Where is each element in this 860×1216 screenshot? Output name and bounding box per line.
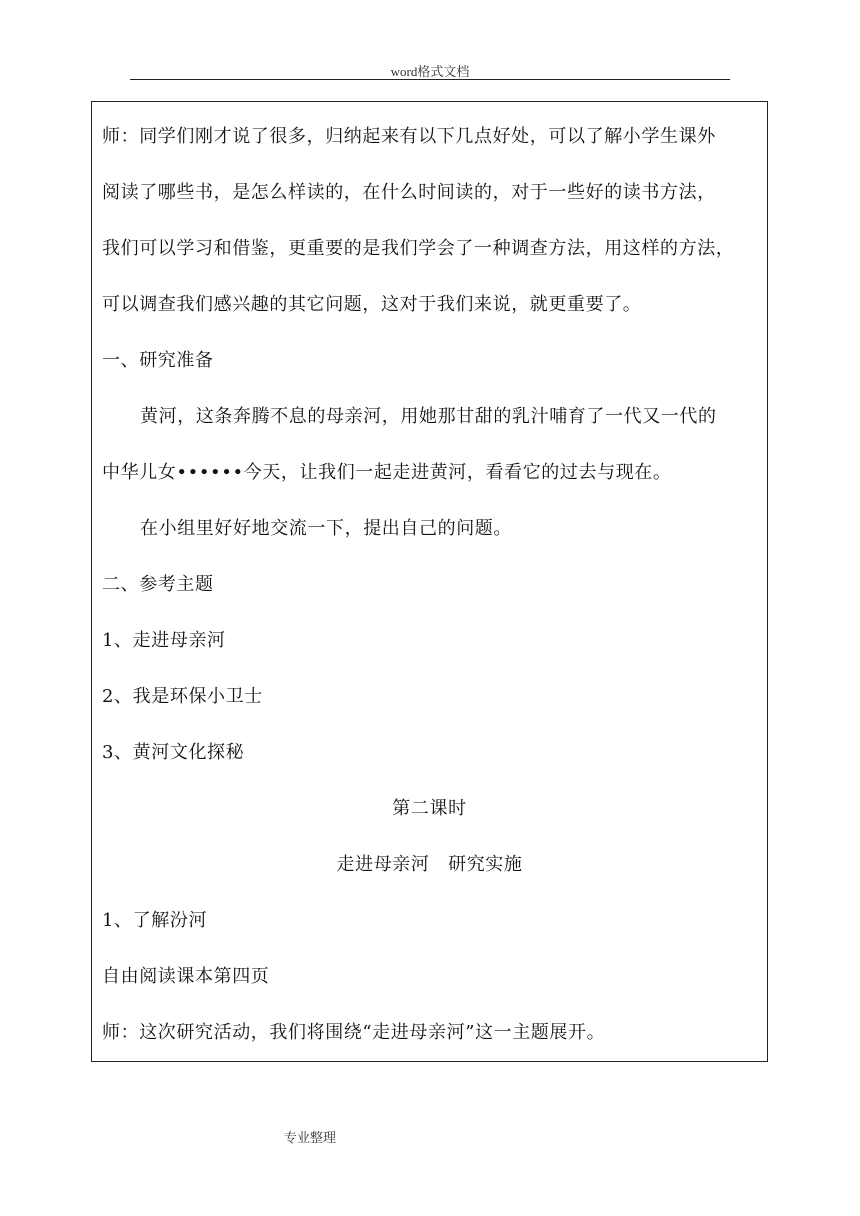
paragraph-line: 阅读了哪些书，是怎么样读的，在什么时间读的，对于一些好的读书方法， bbox=[102, 182, 716, 203]
page-footer: 专业整理 bbox=[284, 1131, 337, 1146]
lesson-title: 第二课时 bbox=[392, 798, 467, 819]
paragraph-line: 可以调查我们感兴趣的其它问题，这对于我们来说，就更重要了。 bbox=[102, 294, 642, 315]
paragraph-line: 我们可以学习和借鉴，更重要的是我们学会了一种调查方法，用这样的方法， bbox=[102, 238, 735, 259]
paragraph-line: 师：同学们刚才说了很多，归纳起来有以下几点好处，可以了解小学生课外 bbox=[102, 126, 716, 147]
section-heading: 二、参考主题 bbox=[102, 574, 214, 595]
paragraph-line: 自由阅读课本第四页 bbox=[102, 966, 270, 987]
paragraph-line: 师：这次研究活动，我们将围绕“走进母亲河”这一主题展开。 bbox=[102, 1022, 606, 1043]
list-item: 1、了解汾河 bbox=[102, 910, 208, 931]
section-heading: 一、研究准备 bbox=[102, 350, 214, 371]
list-item: 3、黄河文化探秘 bbox=[102, 742, 245, 763]
header-rule bbox=[130, 79, 730, 80]
lesson-subtitle: 走进母亲河 研究实施 bbox=[336, 854, 523, 875]
list-item: 2、我是环保小卫士 bbox=[102, 686, 263, 707]
paragraph-line: 在小组里好好地交流一下，提出自己的问题。 bbox=[140, 518, 512, 539]
list-item: 1、走进母亲河 bbox=[102, 630, 226, 651]
page-header: word格式文档 bbox=[390, 64, 470, 79]
paragraph-line: 中华儿女••••••今天，让我们一起走进黄河，看看它的过去与现在。 bbox=[102, 462, 672, 483]
paragraph-line: 黄河，这条奔腾不息的母亲河，用她那甘甜的乳汁哺育了一代又一代的 bbox=[140, 406, 717, 427]
